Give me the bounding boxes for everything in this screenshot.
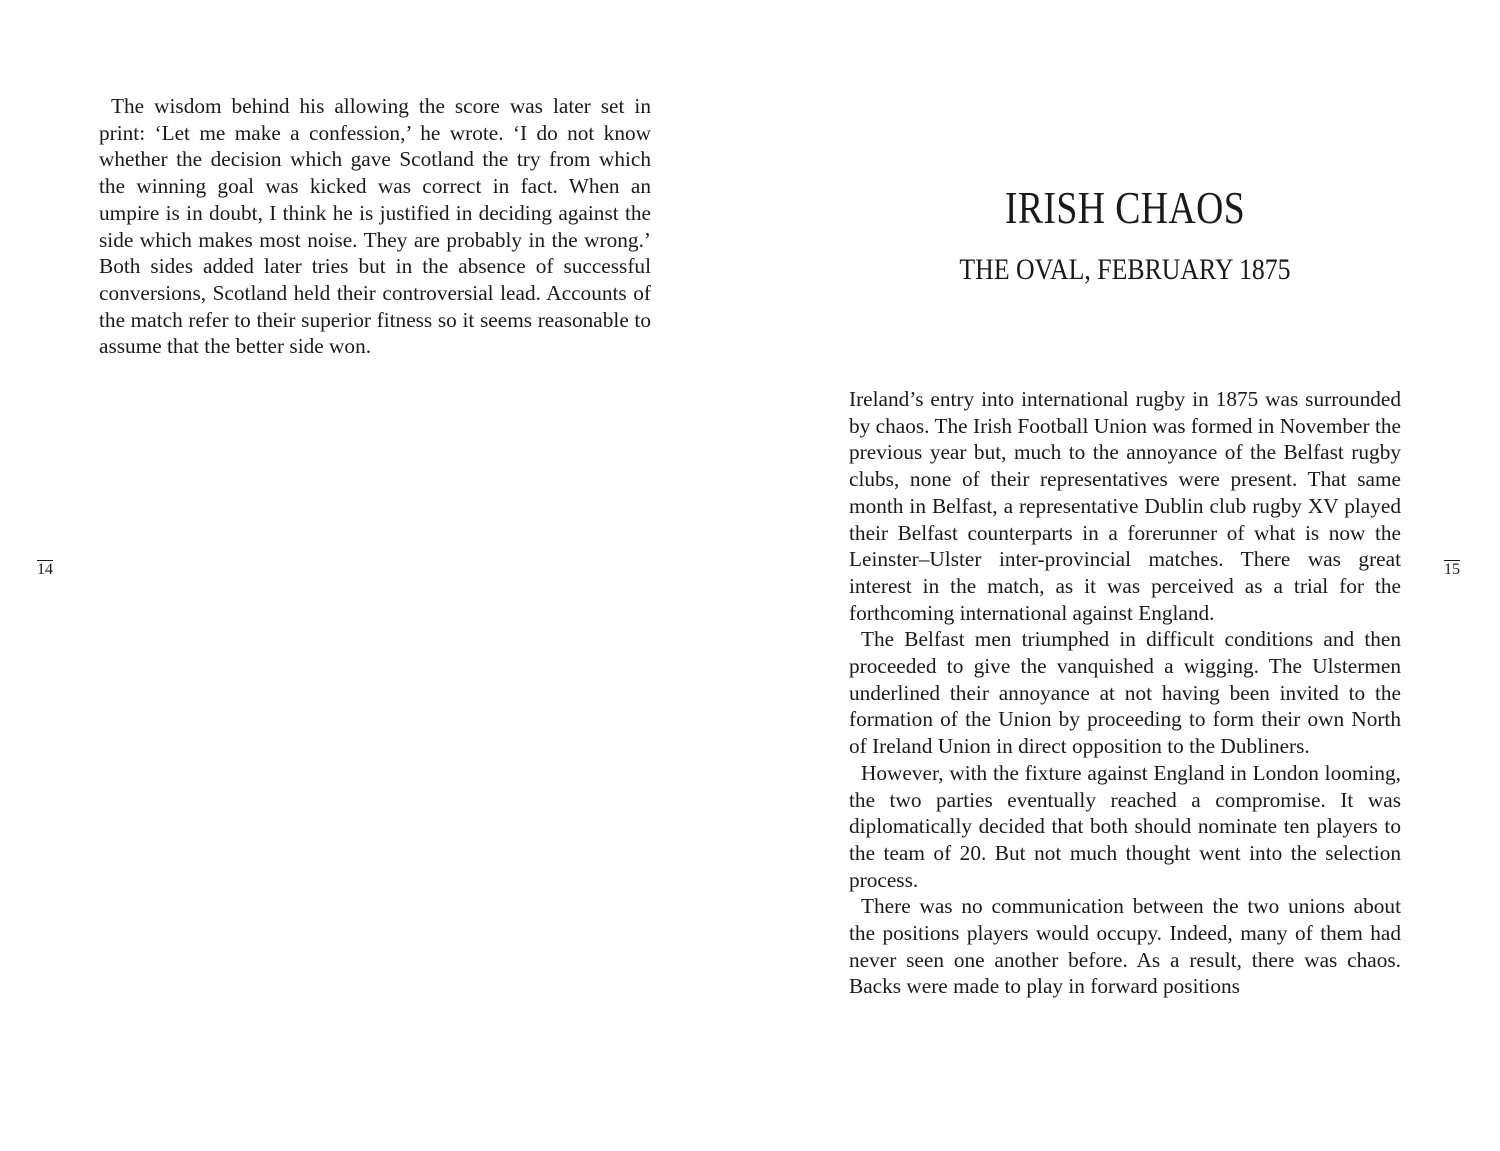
chapter-title: IRISH CHAOS (1004, 182, 1246, 233)
page-number-left: 14 (37, 561, 53, 578)
right-page (750, 0, 1500, 1151)
right-page-body (849, 386, 1401, 1000)
paragraph: There was no communication between the two unions about the positions players would occupy. Indeed, many of them had never seen one another before. As a result, there was chaos. Backs were made to play in forward positions (849, 894, 1401, 999)
left-page-body (99, 93, 651, 360)
chapter-subtitle: THE OVAL, FEBRUARY 1875 (959, 253, 1291, 286)
paragraph: However, with the fixture against England in London looming, the two parties eventually reached a compromise. It was diplomatically decided that both should nominate ten players to the team of 20. But not much thought went into the selection process. (849, 760, 1401, 892)
paragraph: The Belfast men triumphed in difficult conditions and then proceeded to give the vanquished a wigging. The Ulstermen underlined their annoyance at not having been invited to the formation of the Union by proceeding to form their own North of Ireland Union in direct opposition to the Dubliners. (849, 627, 1401, 759)
paragraph: The wisdom behind his allowing the score was later set in print: ‘Let me make a confession,’ he wrote. ‘I do not know whether the decision which gave Scotland the try from which the winning goal was kicked was correct in fact. When an umpire is in doubt, I think he is justified in deciding against the side which makes most noise. They are probably in the wrong.’ Both sides added later tries but in the absence of successful conversions, Scotland held their controversial lead. Accounts of the match refer to their superior fitness so it seems reasonable to assume that the better side won. (99, 94, 651, 359)
paragraph: Ireland’s entry into international rugby in 1875 was surrounded by chaos. The Irish Football Union was formed in November the previous year but, much to the annoyance of the Belfast rugby clubs, none of their representatives were present. That same month in Belfast, a representative Dublin club rugby XV played their Belfast counterparts in a forerunner of what is now the Leinster–Ulster inter-provincial matches. There was great interest in the match, as it was perceived as a trial for the forthcoming international against England. (849, 387, 1401, 625)
page-number-right: 15 (1444, 561, 1460, 578)
